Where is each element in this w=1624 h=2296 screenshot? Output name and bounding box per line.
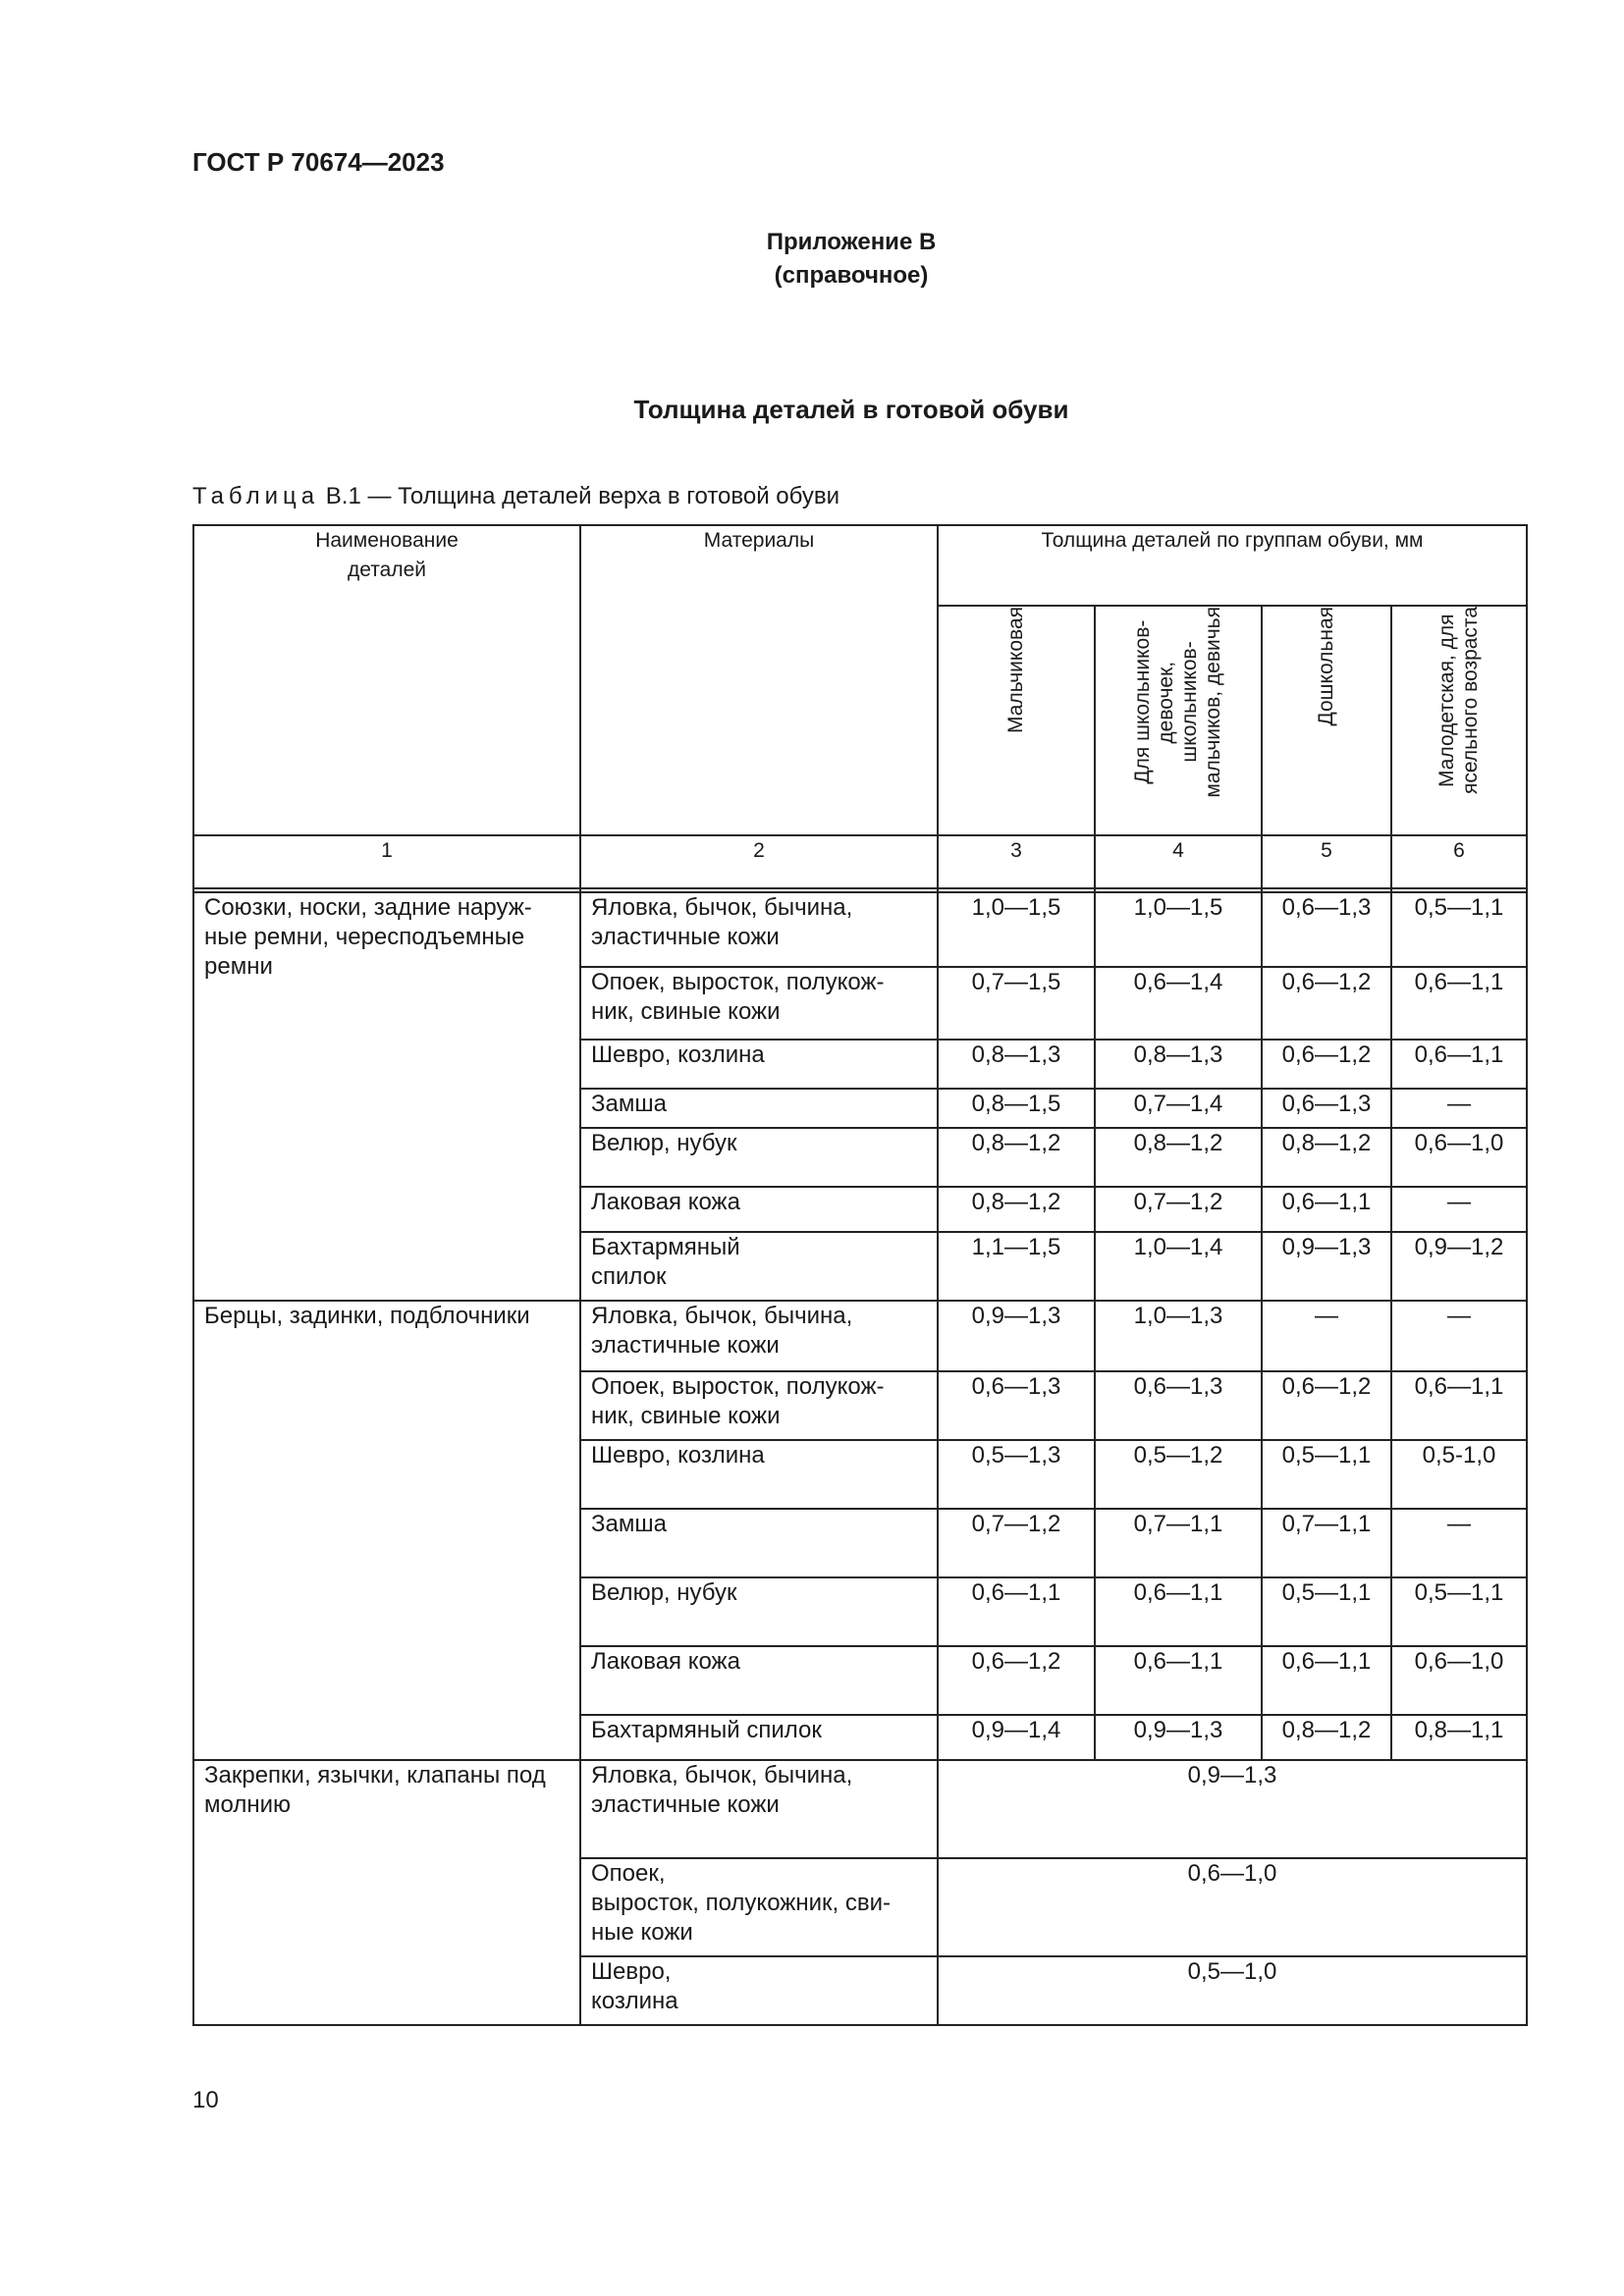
value-cell: 0,5—1,1	[1391, 892, 1527, 967]
detail-name-line: Закрепки, язычки, клапаны под	[204, 1762, 546, 1789]
value-cell: 0,5—1,1	[1391, 1577, 1527, 1646]
table-caption-text: В.1 — Толщина деталей верха в готовой обуви	[319, 483, 840, 509]
header-vertical-text: мальчиков, девичья	[1202, 607, 1224, 798]
value-cell: 0,6—1,1	[1391, 1371, 1527, 1440]
material-line: Яловка, бычок, бычина,	[591, 1762, 853, 1789]
material-line: ник, свиные кожи	[591, 1403, 781, 1429]
value-cell: 0,5-1,0	[1391, 1440, 1527, 1509]
material-line: спилок	[591, 1263, 667, 1290]
detail-name-line: ремни	[204, 953, 273, 980]
value-cell: 0,8—1,2	[1095, 1128, 1262, 1187]
value-cell: 0,7—1,1	[1262, 1509, 1391, 1577]
value-cell: 1,1—1,5	[938, 1232, 1095, 1301]
header-materials-cell: Материалы	[580, 525, 938, 835]
value-cell: 0,6—1,2	[1262, 1371, 1391, 1440]
header-group-toddler	[1391, 606, 1527, 835]
header-group-boys	[938, 606, 1095, 835]
material-cell: Шевро, козлина	[580, 1440, 938, 1509]
material-line: Яловка, бычок, бычина,	[591, 1303, 853, 1329]
value-cell: 0,8—1,2	[1262, 1128, 1391, 1187]
material-line: ные кожи	[591, 1919, 693, 1946]
material-cell: Лаковая кожа	[580, 1187, 938, 1232]
table-header-row	[193, 525, 1527, 606]
header-group-preschool	[1262, 606, 1391, 835]
column-number: 2	[580, 835, 938, 888]
value-cell: 1,0—1,4	[1095, 1232, 1262, 1301]
value-cell: 0,5—1,2	[1095, 1440, 1262, 1509]
value-cell: —	[1391, 1187, 1527, 1232]
value-cell: —	[1391, 1089, 1527, 1128]
value-cell: 0,6—1,0	[1391, 1128, 1527, 1187]
header-vertical-text: школьников-	[1178, 641, 1201, 763]
material-cell: Шевро, козлина	[580, 1040, 938, 1089]
header-vertical-text: девочек,	[1155, 661, 1177, 744]
page-number: 10	[192, 2087, 219, 2113]
material-cell: Бахтармяный спилок	[580, 1715, 938, 1760]
value-cell: 0,6—1,1	[938, 1577, 1095, 1646]
value-cell: 0,8—1,2	[938, 1187, 1095, 1232]
value-cell: —	[1391, 1301, 1527, 1371]
material-cell: Велюр, нубук	[580, 1128, 938, 1187]
material-line: Опоек, выросток, полукож-	[591, 1373, 885, 1400]
value-cell: 0,6—1,1	[1391, 1040, 1527, 1089]
appendix-heading	[0, 226, 1624, 293]
value-cell: 0,7—1,2	[1095, 1187, 1262, 1232]
header-group-cell: Толщина деталей по группам обуви, мм	[938, 525, 1527, 606]
value-cell: 0,6—1,3	[1095, 1371, 1262, 1440]
material-cell	[580, 1858, 938, 1956]
value-cell: 0,9—1,4	[938, 1715, 1095, 1760]
material-line: эластичные кожи	[591, 1332, 780, 1359]
column-number: 5	[1262, 835, 1391, 888]
value-cell: 0,6—1,3	[1262, 892, 1391, 967]
value-cell: 0,8—1,3	[938, 1040, 1095, 1089]
value-cell: 0,8—1,2	[1262, 1715, 1391, 1760]
value-cell: 1,0—1,3	[1095, 1301, 1262, 1371]
header-name-line: Наименование	[315, 529, 459, 552]
column-number: 4	[1095, 835, 1262, 888]
header-name-cell	[193, 525, 580, 835]
table-row	[193, 1760, 1527, 1858]
value-cell: 1,0—1,5	[1095, 892, 1262, 967]
value-cell: 0,9—1,2	[1391, 1232, 1527, 1301]
value-cell: 1,0—1,5	[938, 892, 1095, 967]
value-cell: 0,6—1,3	[1262, 1089, 1391, 1128]
header-vertical-text: Дошкольная	[1315, 607, 1337, 726]
value-cell: —	[1262, 1301, 1391, 1371]
value-cell: 0,5—1,1	[1262, 1440, 1391, 1509]
value-cell: 0,9—1,3	[1095, 1715, 1262, 1760]
material-cell	[580, 967, 938, 1040]
material-line: эластичные кожи	[591, 924, 780, 950]
value-cell: 0,7—1,5	[938, 967, 1095, 1040]
value-cell: 0,9—1,3	[938, 1301, 1095, 1371]
material-line: эластичные кожи	[591, 1791, 780, 1818]
header-vertical-text: Мальчиковая	[1004, 607, 1027, 733]
value-cell: 0,6—1,1	[1262, 1187, 1391, 1232]
table-caption	[192, 483, 839, 510]
material-cell	[580, 1301, 938, 1371]
thickness-table	[192, 524, 1528, 2026]
value-cell: 0,8—1,3	[1095, 1040, 1262, 1089]
material-line: Бахтармяный	[591, 1234, 740, 1260]
value-cell: 0,8—1,1	[1391, 1715, 1527, 1760]
header-name-line: деталей	[348, 559, 426, 581]
value-cell-all-groups: 0,5—1,0	[938, 1956, 1527, 2025]
detail-name-cell	[193, 892, 580, 1301]
value-cell: 0,8—1,2	[938, 1128, 1095, 1187]
value-cell: 0,6—1,2	[1262, 967, 1391, 1040]
appendix-title: Приложение В	[766, 229, 937, 255]
table-caption-label: Таблица	[192, 483, 320, 509]
material-cell	[580, 892, 938, 967]
value-cell: 0,6—1,2	[1262, 1040, 1391, 1089]
column-number: 1	[193, 835, 580, 888]
detail-name-line: ные ремни, чересподъемные	[204, 924, 525, 950]
section-title: Толщина деталей в готовой обуви	[633, 395, 1069, 424]
value-cell: 0,6—1,1	[1095, 1646, 1262, 1715]
table-row	[193, 1301, 1527, 1371]
value-cell: 0,7—1,1	[1095, 1509, 1262, 1577]
material-line: Опоек,	[591, 1860, 666, 1887]
header-vertical-text: Малодетская, для	[1435, 614, 1458, 787]
value-cell: 0,6—1,3	[938, 1371, 1095, 1440]
column-number: 3	[938, 835, 1095, 888]
material-cell: Лаковая кожа	[580, 1646, 938, 1715]
material-line: выросток, полукожник, сви-	[591, 1890, 891, 1916]
material-line: Опоек, выросток, полукож-	[591, 969, 885, 995]
detail-name-line: Союзки, носки, задние наруж-	[204, 894, 532, 921]
value-cell: 0,8—1,5	[938, 1089, 1095, 1128]
value-cell: 0,5—1,3	[938, 1440, 1095, 1509]
value-cell: 0,5—1,1	[1262, 1577, 1391, 1646]
document-code: ГОСТ Р 70674—2023	[192, 147, 445, 177]
column-number-row	[193, 835, 1527, 888]
value-cell: —	[1391, 1509, 1527, 1577]
detail-name-cell	[193, 1760, 580, 2025]
header-vertical-text: Для школьников-	[1131, 619, 1154, 784]
material-cell	[580, 1232, 938, 1301]
material-cell: Замша	[580, 1509, 938, 1577]
value-cell: 0,7—1,4	[1095, 1089, 1262, 1128]
value-cell: 0,6—1,1	[1095, 1577, 1262, 1646]
header-group-school	[1095, 606, 1262, 835]
material-line: ник, свиные кожи	[591, 998, 781, 1025]
material-cell: Велюр, нубук	[580, 1577, 938, 1646]
material-line: Шевро,	[591, 1958, 672, 1985]
material-cell	[580, 1371, 938, 1440]
value-cell-all-groups: 0,6—1,0	[938, 1858, 1527, 1956]
value-cell-all-groups: 0,9—1,3	[938, 1760, 1527, 1858]
material-cell: Замша	[580, 1089, 938, 1128]
value-cell: 0,6—1,1	[1391, 967, 1527, 1040]
column-number: 6	[1391, 835, 1527, 888]
value-cell: 0,6—1,1	[1262, 1646, 1391, 1715]
value-cell: 0,9—1,3	[1262, 1232, 1391, 1301]
detail-name-line: молнию	[204, 1791, 291, 1818]
value-cell: 0,6—1,4	[1095, 967, 1262, 1040]
header-vertical-text: ясельного возраста	[1459, 607, 1482, 794]
material-cell	[580, 1760, 938, 1858]
material-line: Яловка, бычок, бычина,	[591, 894, 853, 921]
appendix-kind: (справочное)	[774, 262, 929, 289]
value-cell: 0,7—1,2	[938, 1509, 1095, 1577]
table-row	[193, 892, 1527, 967]
value-cell: 0,6—1,2	[938, 1646, 1095, 1715]
material-cell	[580, 1956, 938, 2025]
value-cell: 0,6—1,0	[1391, 1646, 1527, 1715]
detail-name-cell: Берцы, задинки, подблочники	[193, 1301, 580, 1760]
material-line: козлина	[591, 1988, 678, 2014]
